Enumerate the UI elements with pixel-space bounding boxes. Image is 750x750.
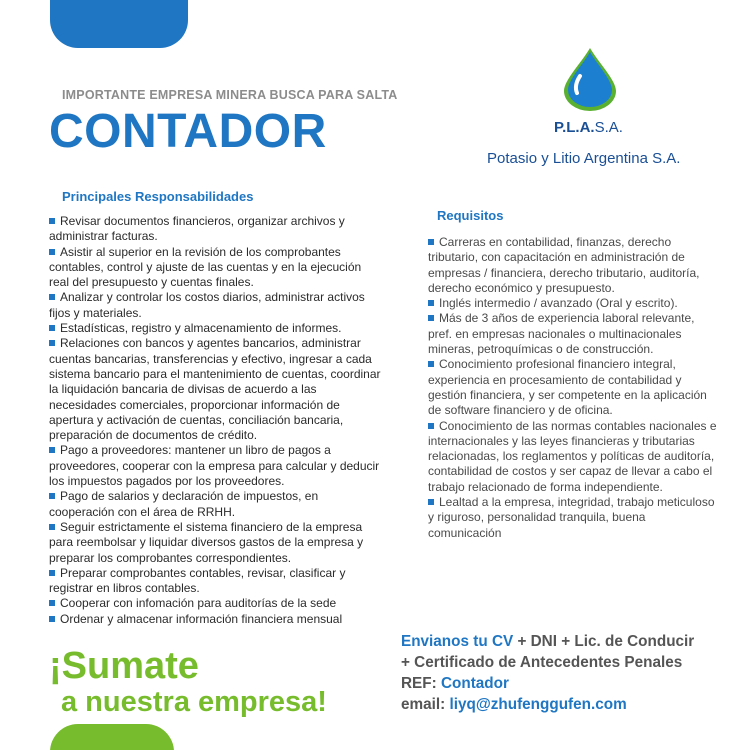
contact-line-1 [401,631,694,652]
bullet-icon [428,239,434,245]
job-title: CONTADOR [49,105,327,158]
ref-value: Contador [440,675,509,692]
logo-abbr: P.L.A. [554,119,595,136]
email-label: email: [401,696,450,713]
company-name: Potasio y Litio Argentina S.A. [487,150,681,167]
list-item: Relaciones con bancos y agentes bancarios, administrar cuentas bancarias, transferencias y efectivo, ingresar a cada sistema bancario para el mantenimiento de cuentas, coordinar la liquidación bancaria de divisas de acuerdo a las necesidades comerciales, proporcionar información de apertura y activación de cuentas, conciliación bancaria, preparación de documentos de crédito. [49,336,381,443]
responsibilities-title: Principales Responsabilidades [62,189,254,204]
list-item: Preparar comprobantes contables, revisar, clasificar y registrar en libros contables. [49,565,346,596]
bullet-icon [49,524,55,530]
bullet-icon [49,600,55,606]
list-item: Cooperar con infomación para auditorías de la sede [49,596,384,611]
bullet-icon [49,493,55,499]
contact-ref [401,673,694,694]
bullet-icon [428,300,434,306]
list-item: Seguir estrictamente el sistema financiero de la empresa para reembolsar y liquidar diversos gastos de la empresa y preparar los comprobantes correspondientes. [49,519,364,565]
top-decor-tab [50,0,188,48]
list-item: Pago de salarios y declaración de impuestos, en cooperación con el área de RRHH. [49,489,319,519]
bullet-icon [428,499,434,505]
bullet-icon [49,294,55,300]
bullet-icon [428,361,434,367]
list-item: Revisar documentos financieros, organizar archivos y administrar facturas. [49,214,345,244]
email-link[interactable]: liyq@zhufenggufen.com [449,696,627,713]
list-item: Conocimiento profesional financiero integral, experiencia en procesamiento de contabilidad y gestión financiera, y ser competente en la aplicación de software financiero y de oficina. [428,357,707,418]
list-item: Conocimiento de las normas contables nacionales e internacionales y las leyes financieras y tributarias relacionadas, los reglamentos y políticas de auditoría, contabilidad de costos y ser capaz de llevar a cabo el trabajo relacionado de forma independiente. [428,418,717,494]
send-cv-label: Envianos tu CV [401,633,514,650]
list-item: Inglés intermedio / avanzado (Oral y escrito). [428,296,718,311]
list-item: Asistir al superior en la revisión de los comprobantes contables, control y ajuste de las cuentas y en la ejecución real del presupuesto y cuentas finales. [49,244,362,290]
water-drop-icon [560,46,620,112]
bottom-decor-tab [50,724,174,750]
logo-suffix: S.A. [594,119,623,136]
list-item: Estadísticas, registro y almacenamiento de informes. [49,321,384,336]
bullet-icon [49,249,55,255]
contact-email [401,694,694,715]
eyebrow-text: IMPORTANTE EMPRESA MINERA BUSCA PARA SALTA [62,88,398,102]
cta-line-2: a nuestra empresa! [61,686,327,718]
list-item: Ordenar y almacenar información financiera mensual [49,612,384,627]
logo-wordmark [554,119,623,136]
contact-info [401,631,694,715]
list-item: Pago a proveedores: mantener un libro de pagos a proveedores, cooperar con la empresa para calcular y deducir los impuestos pagados por los proveedores. [49,443,380,489]
send-cv-rest: + DNI + Lic. de Conducir [513,633,695,650]
contact-line-2: + Certificado de Antecedentes Penales [401,654,683,671]
list-item: Analizar y controlar los costos diarios, administrar activos fijos y materiales. [49,290,365,320]
responsibilities-list [49,214,384,627]
bullet-icon [49,570,55,576]
bullet-icon [428,315,434,321]
cta-slogan [49,646,327,718]
bullet-icon [49,340,55,346]
bullet-icon [49,218,55,224]
list-item: Carreras en contabilidad, finanzas, derecho tributario, con capacitación en administración de empresas / financiera, derecho tributario, auditoría, derecho económico y presupuesto. [428,235,700,295]
cta-line-1: ¡Sumate [49,645,199,687]
list-item: Lealtad a la empresa, integridad, trabajo meticuloso y riguroso, personalidad tranquila, buena comunicación [428,495,715,540]
ref-label: REF: [401,675,441,692]
requirements-list [428,235,718,541]
bullet-icon [49,616,55,622]
requirements-title: Requisitos [437,208,504,223]
list-item: Más de 3 años de experiencia laboral relevante, pref. en empresas nacionales o multinacionales mineras, petroquímicas o de construcción. [428,311,695,357]
bullet-icon [428,423,434,429]
bullet-icon [49,447,55,453]
bullet-icon [49,325,55,331]
